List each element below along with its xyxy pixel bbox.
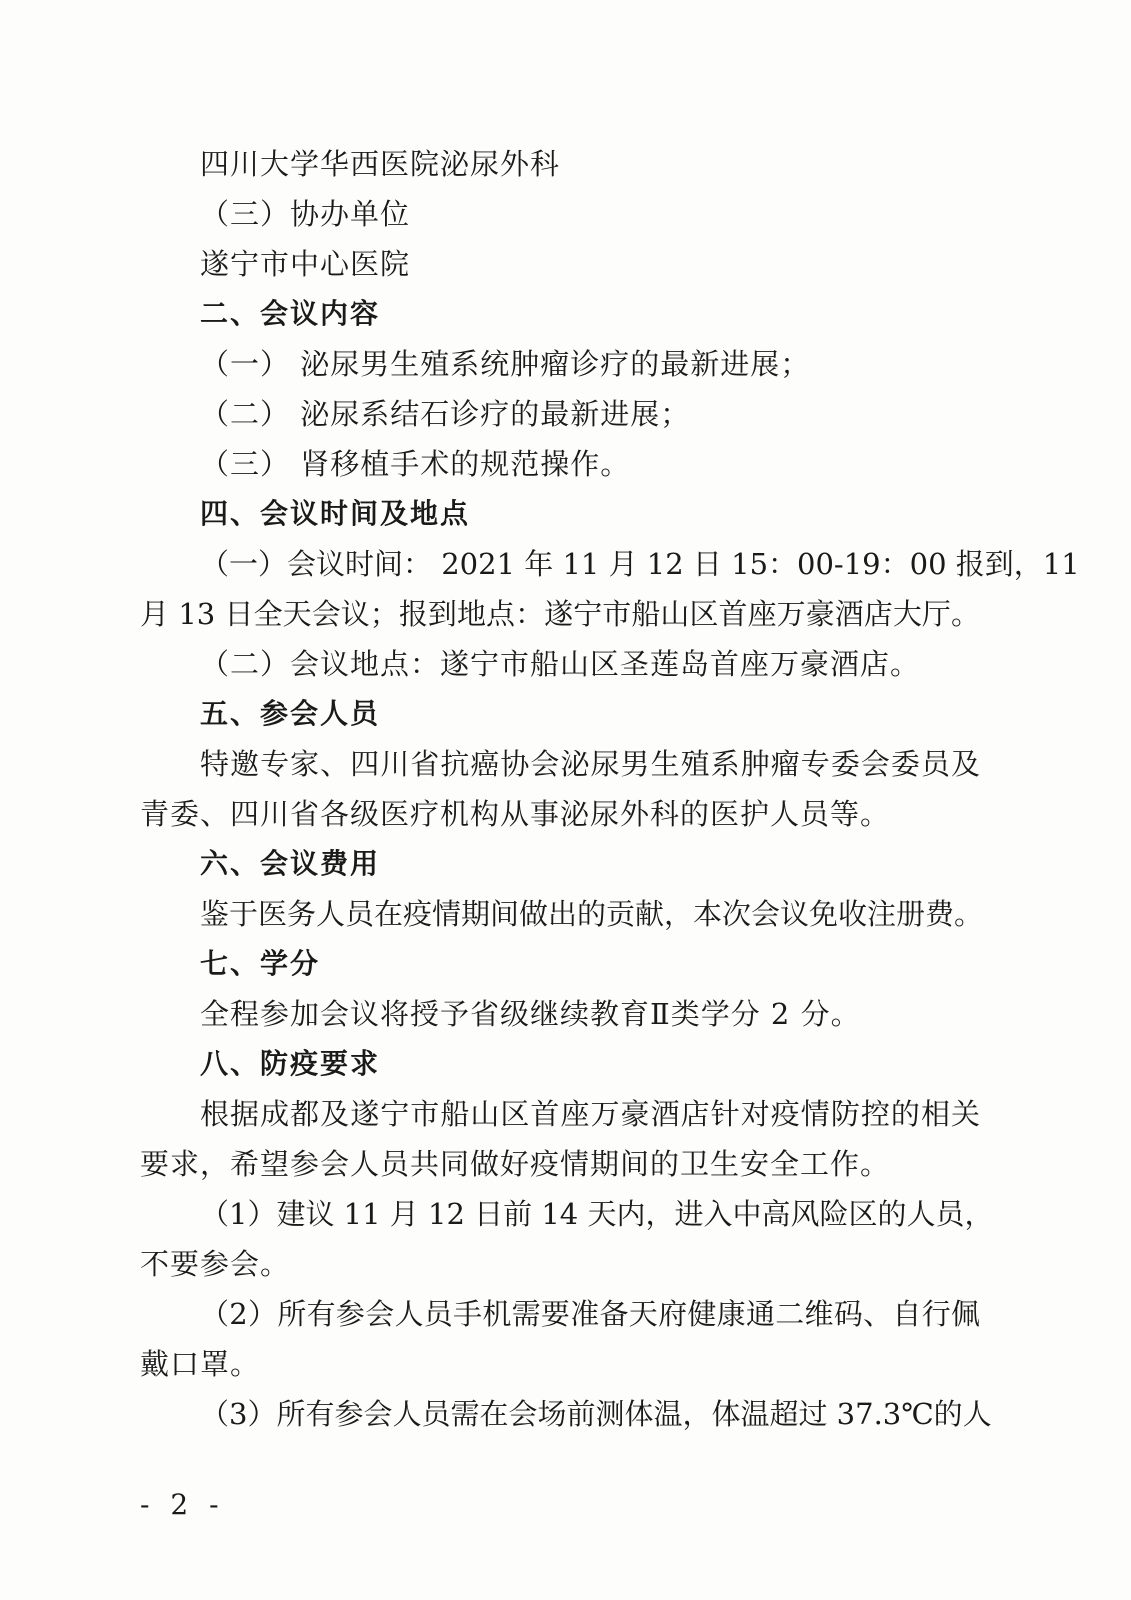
epidemic-item-3-line-1: （3）所有参会人员需在会场前测体温，体温超过 37.3℃的人 [200,1397,992,1431]
page-number: - 2 - [140,1488,225,1521]
epidemic-item-2-line-2: 戴口罩。 [140,1347,261,1381]
organizer-line: 四川大学华西医院泌尿外科 [200,147,561,181]
epidemic-item-1-line-1: （1）建议 11 月 12 日前 14 天内，进入中高风险区的人员， [200,1197,994,1231]
section-heading-attendees: 五、参会人员 [200,697,381,730]
epidemic-line-1: 根据成都及遂宁市船山区首座万豪酒店针对疫情防控的相关 [200,1097,980,1131]
content-item-2: （二） 泌尿系结石诊疗的最新进展； [200,397,691,431]
co-organizer-heading: （三）协办单位 [200,197,411,231]
time-line-2: 月 13 日全天会议；报到地点：遂宁市船山区首座万豪酒店大厅。 [140,597,980,631]
venue-line: （二）会议地点：遂宁市船山区圣莲岛首座万豪酒店。 [200,647,921,681]
co-organizer-line: 遂宁市中心医院 [200,247,411,281]
section-heading-credits: 七、学分 [200,947,321,980]
credits-line: 全程参加会议将授予省级继续教育Ⅱ类学分 2 分。 [200,997,861,1031]
attendees-line-1: 特邀专家、四川省抗癌协会泌尿男生殖系肿瘤专委会委员及 [200,747,980,781]
epidemic-item-2-line-1: （2）所有参会人员手机需要准备天府健康通二维码、自行佩 [200,1297,980,1331]
fees-line: 鉴于医务人员在疫情期间做出的贡献，本次会议免收注册费。 [200,897,984,931]
epidemic-line-2: 要求，希望参会人员共同做好疫情期间的卫生安全工作。 [140,1147,891,1181]
content-item-1: （一） 泌尿男生殖系统肿瘤诊疗的最新进展； [200,347,811,381]
content-item-3: （三） 肾移植手术的规范操作。 [200,447,631,481]
section-heading-content: 二、会议内容 [200,297,381,330]
section-heading-time-place: 四、会议时间及地点 [200,497,471,530]
section-heading-epidemic: 八、防疫要求 [200,1047,381,1080]
section-heading-fees: 六、会议费用 [200,847,381,880]
attendees-line-2: 青委、四川省各级医疗机构从事泌尿外科的医护人员等。 [140,797,891,831]
epidemic-item-1-line-2: 不要参会。 [140,1247,291,1281]
time-line-1: （一）会议时间： 2021 年 11 月 12 日 15：00-19：00 报到，11 [200,547,1080,581]
